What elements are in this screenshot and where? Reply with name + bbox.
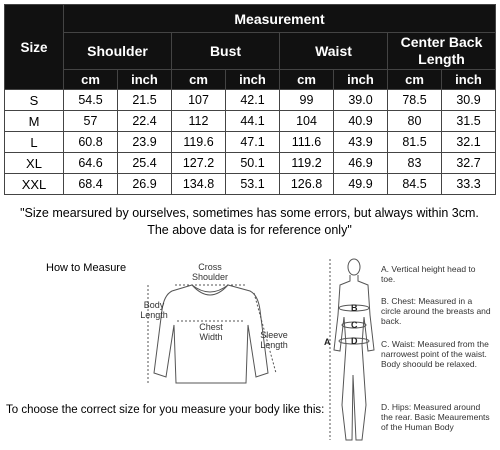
size-cell: S (5, 90, 64, 111)
measure-cell: 22.4 (118, 111, 172, 132)
measure-cell: 119.6 (172, 132, 226, 153)
cross-shoulder-label: Cross Shoulder (191, 262, 229, 282)
letter-a: A (324, 337, 331, 347)
size-cell: XL (5, 153, 64, 174)
table-row (5, 90, 496, 111)
note-line-2: The above data is for reference only" (147, 223, 352, 237)
measure-cell: 78.5 (388, 90, 442, 111)
measure-cell: 49.9 (334, 174, 388, 195)
measure-cell: 99 (280, 90, 334, 111)
waist-header: Waist (280, 33, 388, 70)
measure-cell: 68.4 (64, 174, 118, 195)
measure-cell: 30.9 (442, 90, 496, 111)
unit-inch: inch (118, 70, 172, 90)
measure-cell: 40.9 (334, 111, 388, 132)
measure-cell: 112 (172, 111, 226, 132)
measure-cell: 83 (388, 153, 442, 174)
measure-cell: 47.1 (226, 132, 280, 153)
measure-cell: 119.2 (280, 153, 334, 174)
letter-c: C (351, 320, 358, 330)
unit-cm: cm (64, 70, 118, 90)
table-row (5, 132, 496, 153)
how-to-measure-title: How to Measure (46, 262, 127, 274)
table-row (5, 174, 496, 195)
body-length-label: Body Length (140, 300, 168, 320)
size-chart-table (4, 4, 496, 195)
measure-cell: 43.9 (334, 132, 388, 153)
measure-cell: 53.1 (226, 174, 280, 195)
size-cell: XXL (5, 174, 64, 195)
measure-cell: 60.8 (64, 132, 118, 153)
unit-cm: cm (388, 70, 442, 90)
reference-note (4, 205, 495, 239)
letter-b: B (351, 303, 358, 313)
measure-cell: 33.3 (442, 174, 496, 195)
chest-width-label: Chest Width (199, 322, 223, 342)
measure-cell: 84.5 (388, 174, 442, 195)
measure-cell: 80 (388, 111, 442, 132)
measure-cell: 21.5 (118, 90, 172, 111)
measure-b-text: B. Chest: Measured in a circle around the breasts and back. (381, 296, 491, 326)
choose-size-instruction: To choose the correct size for you measure your body like this: (6, 404, 325, 416)
measure-cell: 32.1 (442, 132, 496, 153)
measure-cell: 50.1 (226, 153, 280, 174)
unit-inch: inch (226, 70, 280, 90)
body-diagram (320, 255, 380, 445)
size-rows (5, 90, 496, 195)
measurement-header: Measurement (64, 5, 496, 33)
measure-cell: 39.0 (334, 90, 388, 111)
unit-inch: inch (334, 70, 388, 90)
measure-cell: 57 (64, 111, 118, 132)
measure-cell: 42.1 (226, 90, 280, 111)
measure-c-text: C. Waist: Measured from the narrowest point of the waist. Body shoould be relaxed. (381, 339, 489, 369)
size-cell: M (5, 111, 64, 132)
measure-cell: 81.5 (388, 132, 442, 153)
measure-cell: 44.1 (226, 111, 280, 132)
measure-a-text: A. Vertical height head to toe. (381, 264, 476, 284)
bust-header: Bust (172, 33, 280, 70)
size-cell: L (5, 132, 64, 153)
measure-d-text: D. Hips: Measured around the rear. Basic Meaurements of the Human Body (381, 402, 490, 432)
measure-cell: 23.9 (118, 132, 172, 153)
measure-cell: 46.9 (334, 153, 388, 174)
sleeve-length-label: Sleeve Length (260, 330, 288, 350)
measure-cell: 107 (172, 90, 226, 111)
note-line-1: "Size mearsured by ourselves, sometimes has some errors, but always within 3cm. (20, 206, 479, 220)
measure-cell: 111.6 (280, 132, 334, 153)
unit-inch: inch (442, 70, 496, 90)
measure-cell: 31.5 (442, 111, 496, 132)
measure-cell: 127.2 (172, 153, 226, 174)
unit-cm: cm (280, 70, 334, 90)
measure-cell: 25.4 (118, 153, 172, 174)
table-row (5, 153, 496, 174)
measure-cell: 126.8 (280, 174, 334, 195)
center-back-length-header: Center Back Length (388, 33, 496, 70)
size-header: Size (5, 5, 64, 90)
measure-cell: 54.5 (64, 90, 118, 111)
table-row (5, 111, 496, 132)
measure-cell: 32.7 (442, 153, 496, 174)
letter-d: D (351, 336, 358, 346)
measure-cell: 104 (280, 111, 334, 132)
shoulder-header: Shoulder (64, 33, 172, 70)
measure-cell: 26.9 (118, 174, 172, 195)
measure-cell: 64.6 (64, 153, 118, 174)
measure-cell: 134.8 (172, 174, 226, 195)
unit-cm: cm (172, 70, 226, 90)
